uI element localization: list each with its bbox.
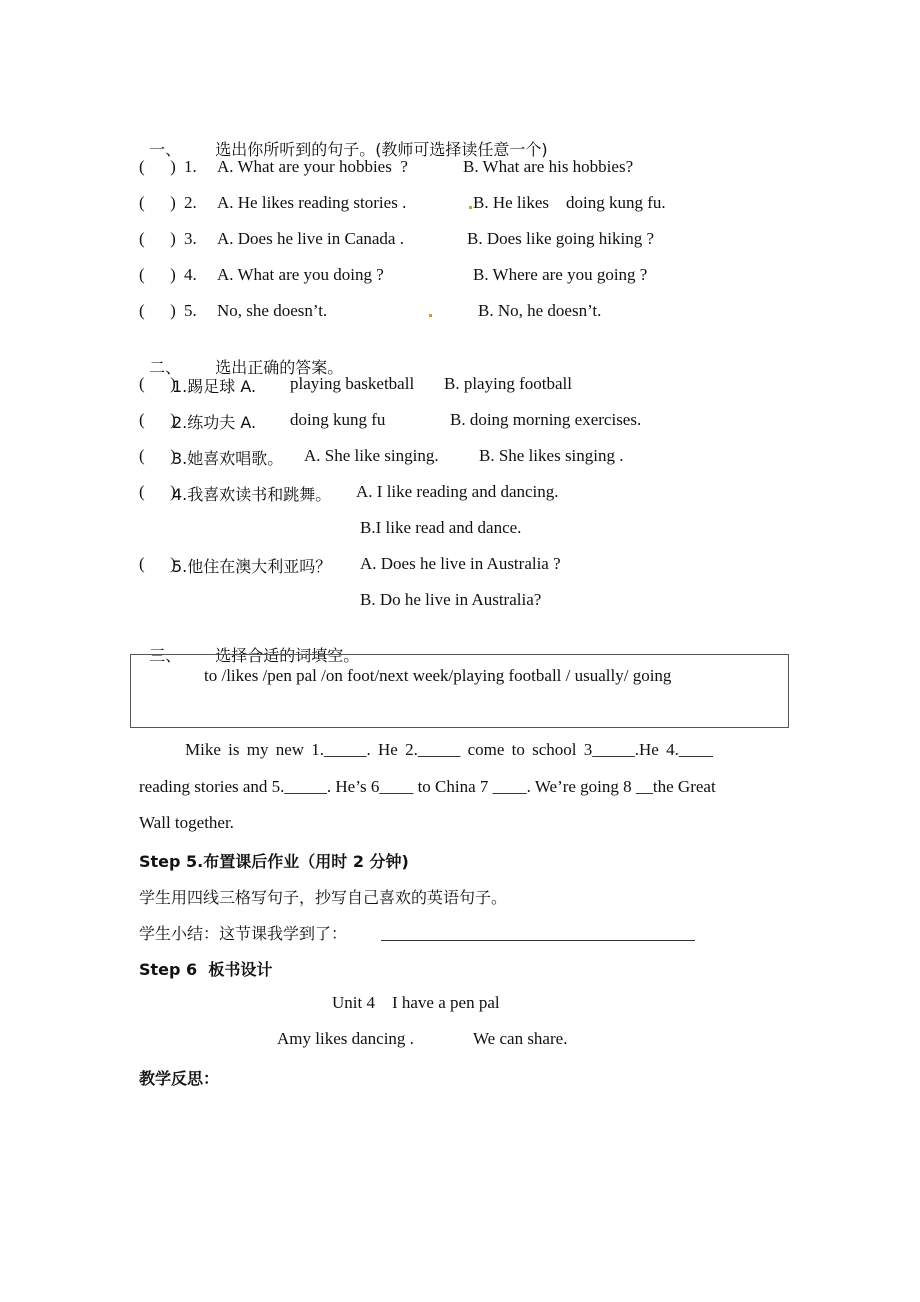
item-prompt: 3.她喜欢唱歌。 (172, 449, 284, 468)
option-a: A. Does he live in Australia ? (360, 554, 561, 573)
answer-bracket[interactable]: ( ) (139, 265, 176, 284)
passage-line-2: reading stories and 5._____. He’s 6____ to China 7 ____. We’re going 8 __the Great (139, 777, 716, 796)
reflection-title: 教学反思： (139, 1069, 220, 1088)
word-bank-text: to /likes /pen pal /on foot/next week/playing football / usually/ going (204, 666, 672, 685)
item-number: 2. (184, 193, 197, 212)
step5-instruction: 学生用四线三格写句子，抄写自己喜欢的英语句子。 (139, 888, 508, 907)
answer-bracket[interactable]: ( ) (139, 157, 176, 176)
option-a: playing basketball (290, 374, 415, 393)
board-title: Unit 4 I have a pen pal (332, 993, 500, 1012)
item-number: 4. (184, 265, 197, 284)
artifact-dot (429, 314, 432, 317)
option-b: B. Where are you going ? (473, 265, 648, 284)
option-a: A. What are your hobbies ? (217, 157, 408, 176)
option-a: No, she doesn’t. (217, 301, 328, 320)
summary-blank[interactable] (381, 940, 695, 941)
answer-bracket[interactable]: ( ) (139, 374, 176, 393)
option-b: B. doing morning exercises. (450, 410, 642, 429)
option-a: A. Does he live in Canada . (217, 229, 404, 248)
section2-number: 二、 (149, 358, 182, 377)
word-bank-box (130, 654, 789, 728)
passage-line-3: Wall together. (139, 813, 234, 832)
option-a: A. What are you doing ? (217, 265, 384, 284)
section2-title: 选出正确的答案。 (215, 358, 344, 377)
answer-bracket[interactable]: ( ) (139, 410, 176, 429)
answer-bracket[interactable]: ( ) (139, 193, 176, 212)
item-prompt: 4.我喜欢读书和跳舞。 (172, 485, 332, 504)
option-b: B. What are his hobbies? (463, 157, 634, 176)
section3-title: 选择合适的词填空。 (215, 646, 360, 665)
passage-line-1: Mike is my new 1._____. He 2._____ come to school 3_____.He 4.____ (185, 740, 713, 759)
item-number: 3. (184, 229, 197, 248)
option-b: B. She likes singing . (479, 446, 624, 465)
section1-heading (139, 120, 548, 160)
option-b: B. He likes doing kung fu. (473, 193, 666, 212)
summary-label: 学生小结：这节课我学到了： (139, 924, 348, 943)
answer-bracket[interactable]: ( ) (139, 229, 176, 248)
step5-title: Step 5.布置课后作业（用时 2 分钟) (139, 852, 409, 871)
section3-number: 三、 (149, 646, 182, 665)
item-number: 5. (184, 301, 197, 320)
answer-bracket[interactable]: ( ) (139, 482, 176, 501)
item-prompt: 1.踢足球 A. (172, 377, 257, 396)
option-a: A. I like reading and dancing. (356, 482, 559, 501)
option-a: A. He likes reading stories . (217, 193, 407, 212)
artifact-dot (469, 206, 472, 209)
option-a: doing kung fu (290, 410, 386, 429)
section1-title: 选出你所听到的句子。(教师可选择读任意一个) (215, 140, 548, 159)
answer-bracket[interactable]: ( ) (139, 301, 176, 320)
item-prompt: 5.他住在澳大利亚吗？ (172, 557, 332, 576)
section2-heading (139, 338, 343, 378)
option-a: A. She like singing. (304, 446, 439, 465)
option-b: B. No, he doesn’t. (478, 301, 602, 320)
answer-bracket[interactable]: ( ) (139, 554, 176, 573)
option-b: B.I like read and dance. (360, 518, 522, 537)
step6-title: Step 6 板书设计 (139, 960, 273, 979)
section1-number: 一、 (149, 140, 182, 159)
board-right-text: We can share. (473, 1029, 568, 1048)
answer-bracket[interactable]: ( ) (139, 446, 176, 465)
option-b: B. Do he live in Australia? (360, 590, 542, 609)
board-left-text: Amy likes dancing . (277, 1029, 414, 1048)
item-prompt: 2.练功夫 A. (172, 413, 257, 432)
item-number: 1. (184, 157, 197, 176)
option-b: B. Does like going hiking ? (467, 229, 654, 248)
option-b: B. playing football (444, 374, 572, 393)
